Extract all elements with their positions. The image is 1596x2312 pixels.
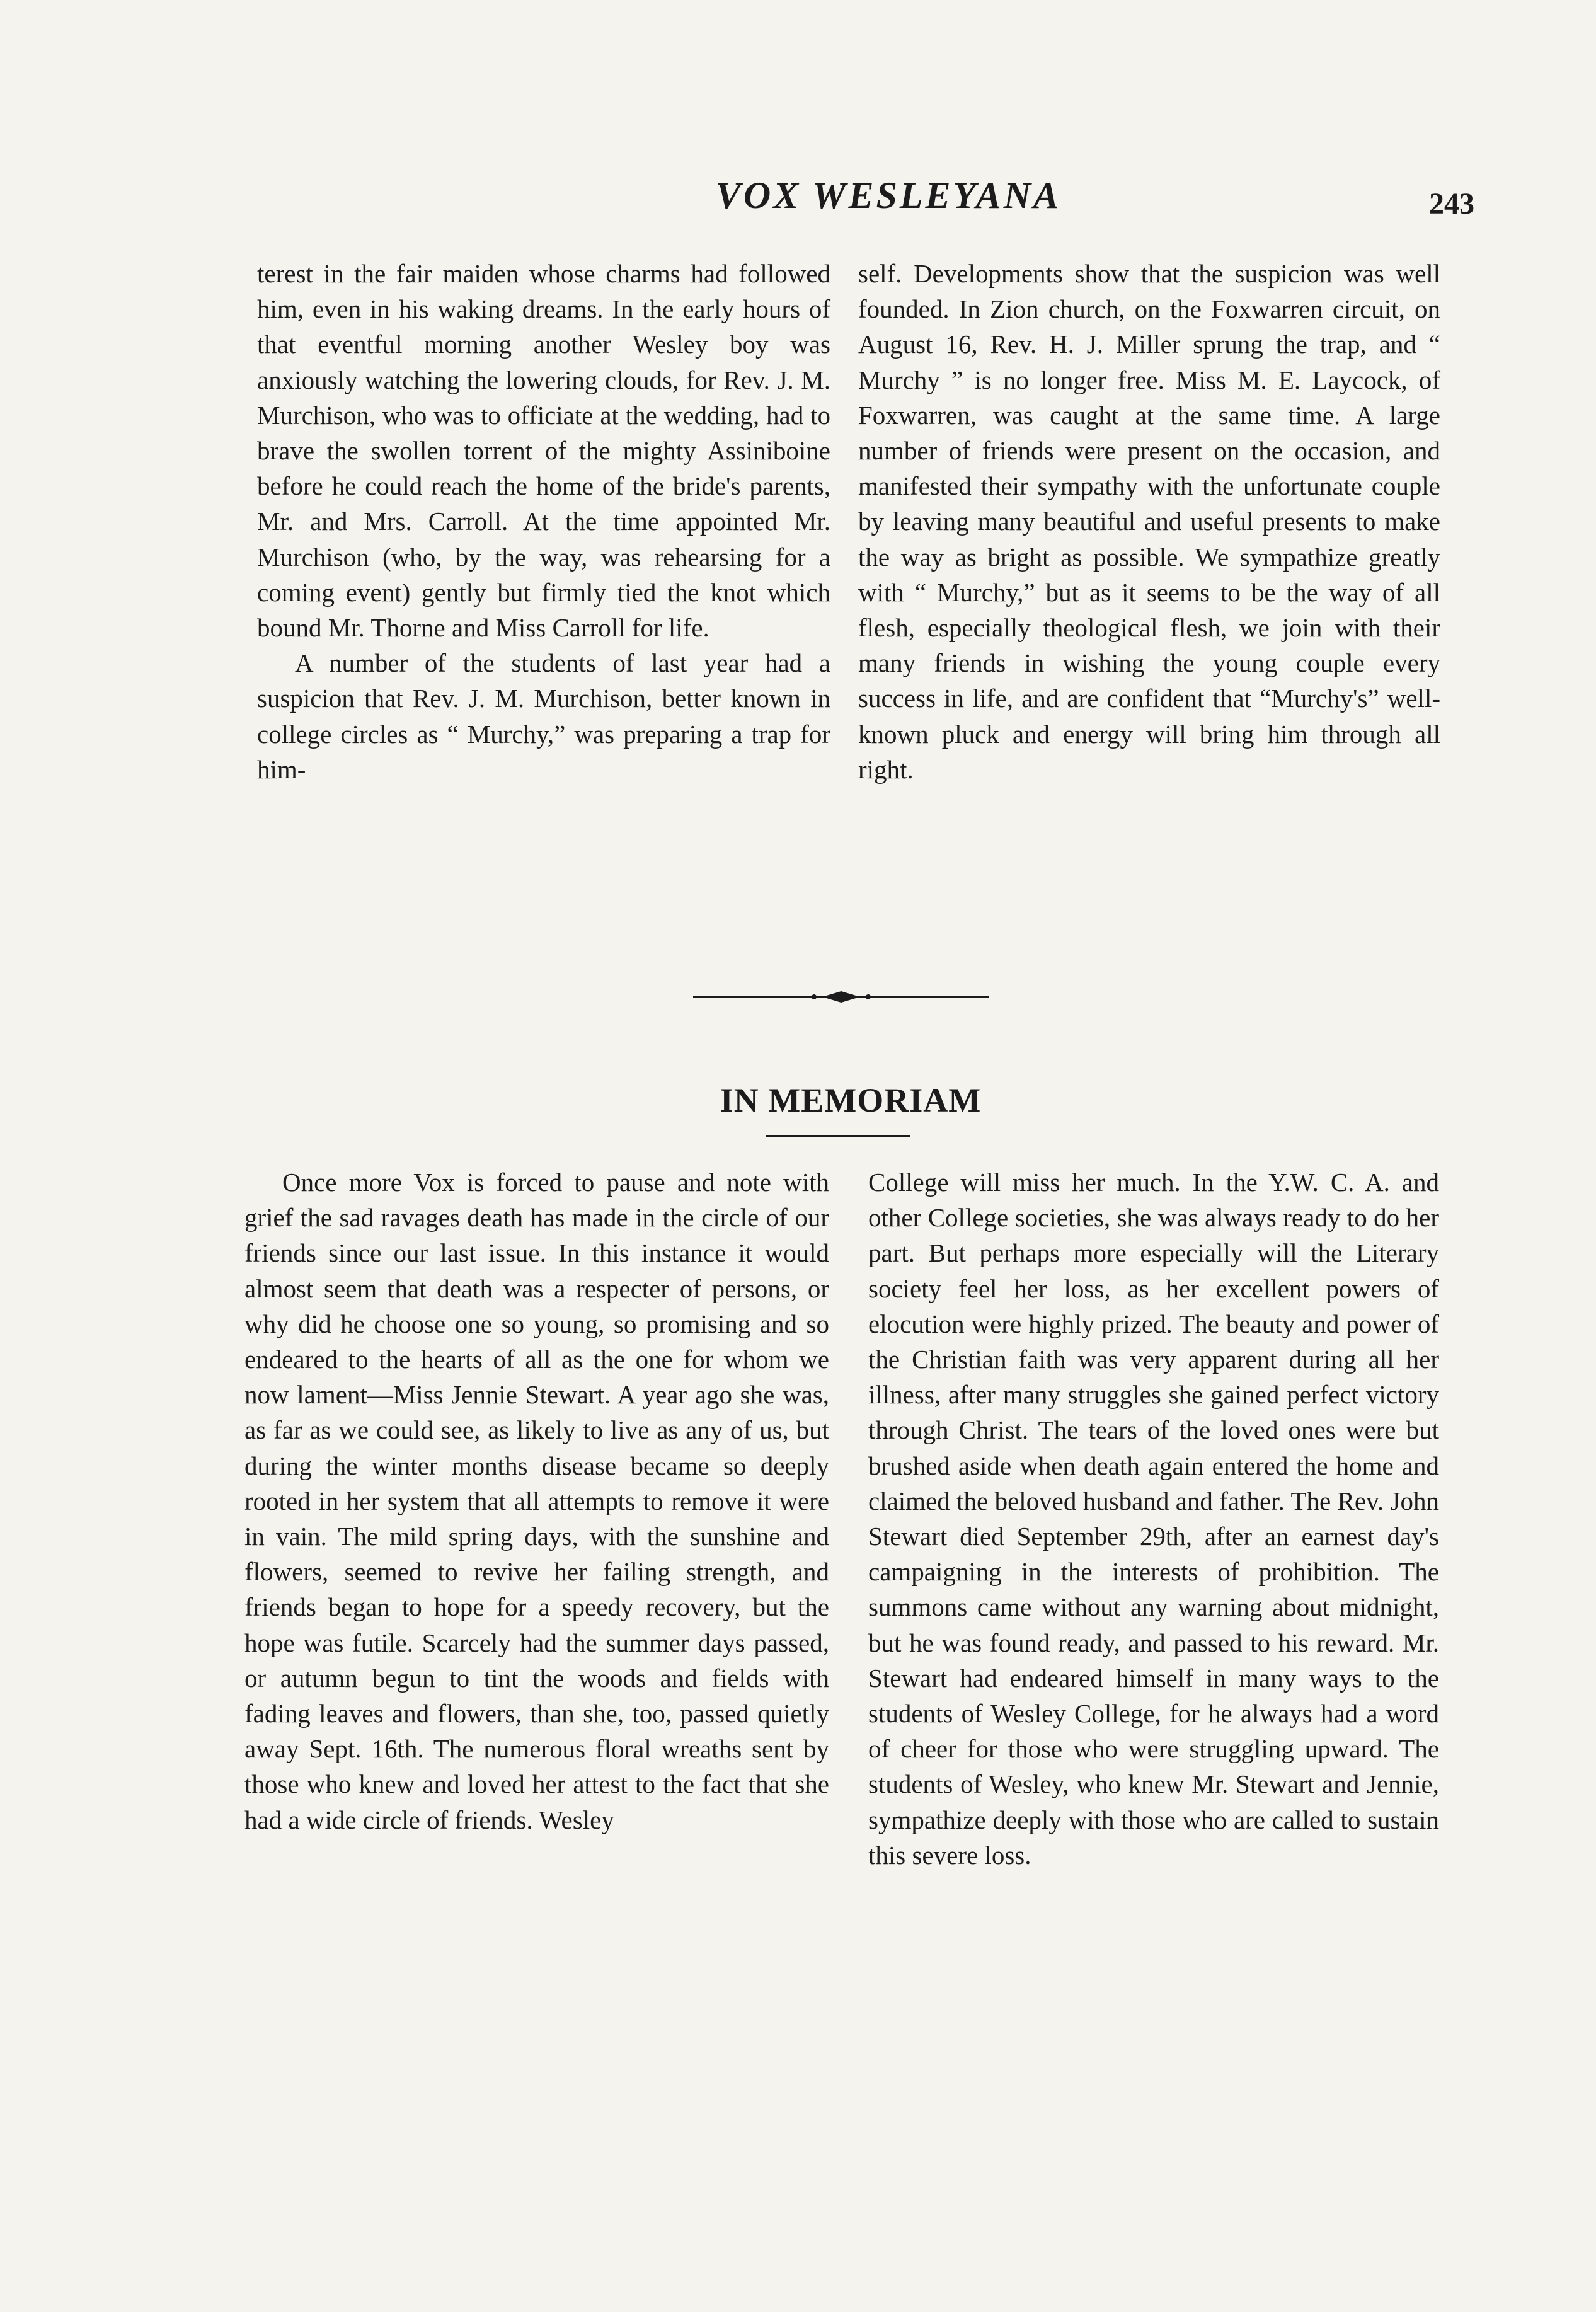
ornamental-divider [693,989,989,1004]
paragraph: Once more Vox is forced to pause and note with grief the sad ravages death has made in the circle of our friends since our last issue. In this instance it would almost seem that death was a respecter of persons, or why did he choose one so young, so promising and so endeared to the hearts of all as the one for whom we now lament—Miss Jennie Stewart. A year ago she was, as far as we could see, as likely to live as any of us, but during the winter months disease became so deeply rooted in her system that all attempts to remove it were in vain. The mild spring days, with the sunshine and flowers, seemed to revive her failing strength, and friends began to hope for a speedy recovery, but the hope was futile. Scarcely had the summer days passed, or autumn begun to tint the woods and fields with fading leaves and flowers, than she, too, passed quietly away Sept. 16th. The numerous floral wreaths sent by those who knew and loved her attest to the fact that she had a wide circle of friends. Wesley [244,1168,829,1834]
article-column-2 [858,256,1440,787]
paragraph: terest in the fair maiden whose charms had followed him, even in his waking dreams. In the early hours of that eventful morning another Wesley boy was anxiously watching the lowering clouds, for Rev. J. M. Murchison, who was to officiate at the wedding, had to brave the swollen torrent of the mighty Assiniboine before he could reach the home of the bride's parents, Mr. and Mrs. Carroll. At the time appointed Mr. Murchison (who, by the way, was rehearsing for a coming event) gently but firmly tied the knot which bound Mr. Thorne and Miss Carroll for life. [257,259,830,643]
paragraph: A number of the students of last year had a suspicion that Rev. J. M. Murchison, better known in college circles as “ Murchy,” was preparing a trap for him- [257,648,830,784]
title-underline [766,1135,910,1137]
page-number: 243 [1429,187,1474,221]
paragraph: self. Developments show that the suspicion was well founded. In Zion church, on the Foxwarren circuit, on August 16, Rev. H. J. Miller sprung the trap, and “ Murchy ” is no longer free. Miss M. E. Laycock, of Foxwarren, was caught at the same time. A large number of friends were present on the occasion, and manifested their sympathy with the unfortunate couple by leaving many beautiful and useful presents to make the way as bright as possible. We sympathize greatly with “ Murchy,” but as it seems to be the way of all flesh, especially theological flesh, we join with their many friends in wishing the young couple every success in life, and are confident that “Murchy's” well-known pluck and energy will bring him through all right. [858,259,1440,784]
section-title: IN MEMORIAM [720,1081,982,1119]
memoriam-column-1 [244,1165,829,1838]
running-header-title: VOX WESLEYANA [715,175,1062,216]
article-column-1 [257,256,830,787]
paragraph: College will miss her much. In the Y.W. C. A. and other College societies, she was always ready to do her part. But perhaps more especially will the Literary society feel her loss, as her excellent powers of elocution were highly prized. The beauty and power of the Christian faith was very apparent during all her illness, after many struggles she gained perfect victory through Christ. The tears of the loved ones were but brushed aside when death again entered the home and claimed the beloved husband and father. The Rev. John Stewart died September 29th, after an earnest day's campaigning in the interests of prohibition. The summons came without any warning about midnight, but he was found ready, and passed to his reward. Mr. Stewart had endeared himself in many ways to the students of Wesley College, for he always had a word of cheer for those who were struggling upward. The students of Wesley, who knew Mr. Stewart and Jennie, sympathize deeply with those who are called to sustain this severe loss. [868,1168,1439,1870]
memoriam-column-2 [868,1165,1439,1873]
